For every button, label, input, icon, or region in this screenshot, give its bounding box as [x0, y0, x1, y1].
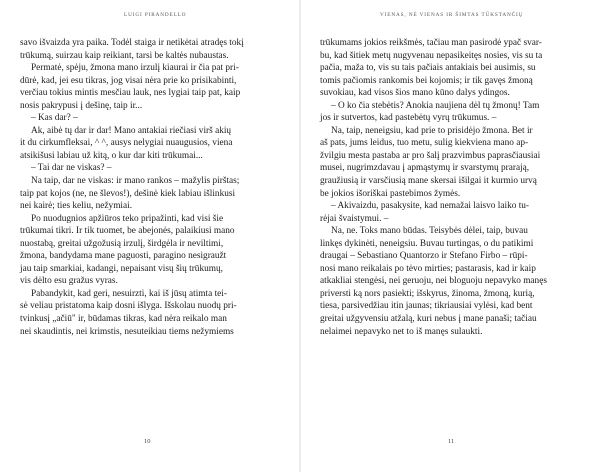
text-line: atsikišusi labiau už kitą, o kur dar kiti trūkumai... [20, 150, 203, 161]
running-head-author: LUIGI PIRANDELLO [124, 12, 187, 18]
text-line: nelaimei nepavyko net to iš manęs sulaukti. [320, 326, 483, 337]
right-page [300, 0, 600, 472]
text-line: tvinkusį „ačiū" ir, būdamas tikras, kad nėra reikalo man [20, 314, 227, 325]
text-line: pačia, maža to, vis su tais pačiais antakiais bei ausimis, su [320, 63, 536, 74]
text-line: draugai – Sebastiano Quantorzo ir Stefano Firbo – rūpi- [320, 251, 528, 262]
text-line: nei skaudintis, nei krimstis, nesuteikiau tiems nežymiems [20, 326, 234, 337]
text-line: žmona, bandydama mane paguosti, paragino nesigraužt [20, 251, 227, 262]
text-line: bu, kad šitiek metų nugyvenau nepasikeitęs nosies, vis su ta [320, 50, 543, 61]
text-line: trūkumams jokios reikšmės, tačiau man pasirodė ypač svar- [320, 38, 542, 48]
text-line: Pabandykit, kad geri, nesuirzti, kai iš jūsų atimta tei- [31, 288, 227, 299]
text-line: tomis pačiomis rankomis bei kojomis; ir tik gavęs žmoną [320, 75, 533, 86]
text-line: – Tai dar ne viskas? – [31, 163, 112, 174]
text-line: graužiusią ir varsčiusią mane skersai išilgai it kurmio urvą [320, 176, 537, 187]
text-line: jau taip smarkiai, kadangi, nepaisant visų šių trūkumų, [20, 263, 223, 274]
text-line: Permatė, spėju, žmona mano irzulį kiaurai ir čia pat pri- [31, 63, 239, 74]
text-line: suvokiau, kad visos šios mano kūno dalys ydingos. [320, 88, 510, 99]
text-line: žvilgiu mesta pastaba ar pro šalį prazvimbus paprasčiausiai [320, 150, 541, 161]
text-line: Po nuodugnios apžiūros teko pripažinti, kad visi šie [31, 213, 224, 224]
text-line: priversti ką nors pasiekti; išskyrus, žinoma, žmoną, kurią, [320, 288, 535, 299]
text-line: jos ir sutvertos, kad pastebėtų vyrų trūkumus. – [320, 113, 497, 124]
running-head-title: VIENAS, NĖ VIENAS IR ŠIMTAS TŪKSTANČIŲ [380, 12, 524, 18]
text-line: Ak, aibė tų dar ir dar! Mano antakiai riečiasi virš akių [31, 125, 232, 136]
text-line: nei kairė; ties keliu, nežymiai. [20, 201, 133, 212]
text-line: be jokios išoriškai pastebimos žymės. [320, 188, 461, 199]
text-line: trūkumą, suirzau kaip reikiant, tarsi be kaltės nubaustas. [20, 50, 229, 61]
text-line: verčiau tokius mintis mesčiau lauk, nes lygiai taip pat, kaip [20, 88, 241, 99]
text-line: nosis pakrypusi į dešinę, taip ir... [20, 100, 143, 111]
text-line: nosi mano reikalais po tėvo mirties; pastarasis, kad ir kaip [320, 263, 536, 274]
right-page-body [320, 37, 582, 338]
text-line: aš pats, jums leidus, tuo metu, sulig kiekviena mano ap- [320, 138, 529, 149]
text-line: rėjai švaistymui. – [320, 213, 389, 224]
text-line: Na taip, dar ne viskas: ir mano rankos – mažylis pirštas; [31, 176, 240, 187]
text-line: nuostabą, greitai užgožusią irzulį, širdgėla ir neviltimi, [20, 238, 224, 249]
text-line: it du cirkumfleksai, ^ ^, ausys nelygiai nuaugusios, viena [20, 138, 233, 149]
text-line: Na, taip, neneigsiu, kad prie to prisidėjo žmona. Bet ir [331, 125, 533, 136]
text-line: atkakliai stengėsi, nei geruoju, nei bloguoju nepavyko manęs [320, 276, 547, 287]
text-line: linkęs dykinėti, neneigsiu. Buvau turtingas, o du patikimi [320, 238, 534, 249]
text-line: dūrė, kad, jei esu tikras, jog visai nėra prie ko prisikabinti, [20, 75, 237, 86]
text-line: taip pat kojos (ne, ne šlevos!), dešinė kiek labiau išlinkusi [20, 188, 236, 199]
text-line: – O ko čia stebėtis? Anokia naujiena dėl tų žmonų! Tam [331, 100, 540, 111]
page-number-right: 11 [448, 438, 455, 445]
page-number-left: 10 [144, 438, 151, 445]
text-line: trūkumai tikri. Ir tik tuomet, be abejonės, palaikiusi mano [20, 226, 235, 237]
text-line: savo išvaizda yra paika. Todėl staiga ir netikėtai atradęs tokį [20, 38, 244, 48]
text-line: greitai užgyvensiu atžalą, kuri nebus į mane panaši; tačiau [320, 314, 537, 325]
text-line: – Akivaizdu, pasakysite, kad nemažai laisvo laiko tu- [331, 201, 530, 212]
text-line: vis dėlto esu gražus vyras. [20, 276, 118, 287]
left-page-body [20, 37, 282, 338]
text-line: sė veliau pristatoma kaip dosni išlyga. Išskolau nuodų pri- [20, 301, 237, 312]
text-line: musei, nugrimzdavau į apmąstymų ir svarstymų prarają, [320, 163, 530, 174]
text-line: – Kas dar? – [31, 113, 78, 124]
text-line: Na, ne. Toks mano būdas. Teisybės dėlei, taip, buvau [331, 226, 528, 237]
text-line: tiesa, parsivedžiau itin jaunas; tikriausiai vylėsi, kad bent [320, 301, 533, 312]
